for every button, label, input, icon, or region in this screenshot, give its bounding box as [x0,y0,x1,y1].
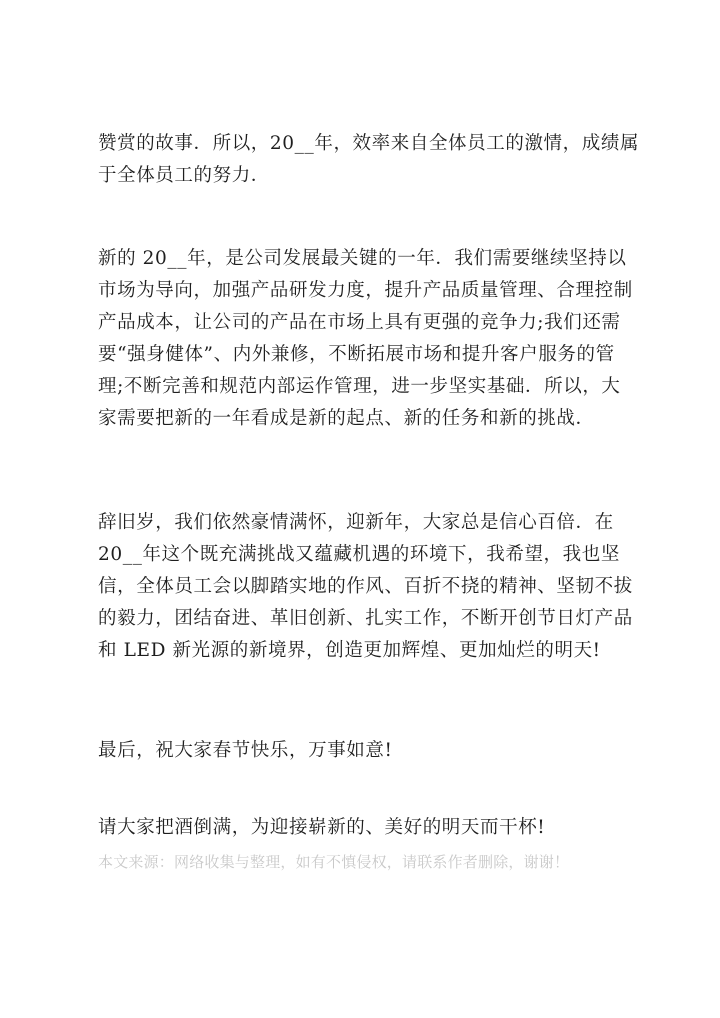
paragraph-farewell-old-year [98,507,658,667]
text-line: 家需要把新的一年看成是新的起点、新的任务和新的挑战． [98,408,595,429]
paragraph-new-year-wishes [98,735,658,767]
text-line: 的毅力，团结奋进、革旧创新、扎实工作，不断开创节日灯产品 [98,608,633,629]
text-line: 信，全体员工会以脚踏实地的作风、百折不挠的精神、坚韧不拔 [98,576,633,597]
text-line: 辞旧岁，我们依然豪情满怀，迎新年，大家总是信心百倍．在 [98,512,614,533]
text-line: 最后，祝大家春节快乐，万事如意! [98,740,393,761]
text-line: 要“强身健体”、内外兼修，不断拓展市场和提升客户服务的管 [98,344,615,365]
text-line: 理;不断完善和规范内部运作管理，进一步坚实基础．所以，大 [98,376,621,397]
paragraph-toast [98,812,658,844]
text-line: 赞赏的故事．所以，20__年，效率来自全体员工的激情，成绩属 [98,133,640,154]
text-line: 新的 20__年，是公司发展最关键的一年．我们需要继续坚持以 [98,248,627,269]
text-line: 20__年这个既充满挑战又蕴藏机遇的环境下，我希望，我也坚 [98,544,620,565]
text-line: 市场为导向，加强产品研发力度，提升产品质量管理、合理控制 [98,280,633,301]
text-line: 请大家把酒倒满，为迎接崭新的、美好的明天而干杯! [98,817,546,838]
text-line: 和 LED 新光源的新境界，创造更加辉煌、更加灿烂的明天! [98,640,601,661]
text-line: 产品成本，让公司的产品在市场上具有更强的竞争力;我们还需 [98,312,621,333]
paragraph-closing-story [98,128,658,192]
paragraph-new-year-goals [98,243,658,435]
text-line: 于全体员工的努力． [98,165,270,186]
source-disclaimer: 本文来源：网络收集与整理，如有不慎侵权，请联系作者删除，谢谢！ [98,853,570,871]
